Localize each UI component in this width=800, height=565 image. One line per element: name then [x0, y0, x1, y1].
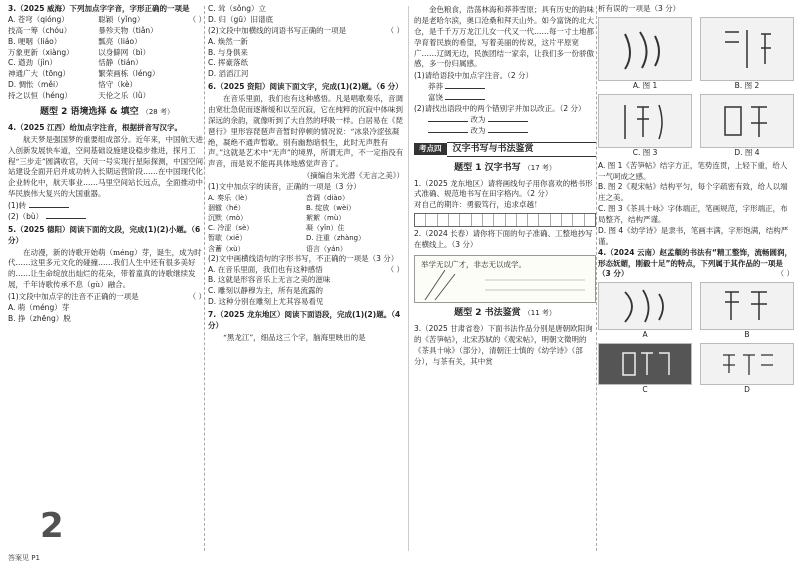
figure-caption: A. 图 1 [632, 80, 658, 90]
option-item: 瓢亮（liáo） [98, 36, 142, 46]
answer-bracket: （ ） [386, 25, 404, 35]
answer-blank[interactable] [445, 88, 485, 89]
options-list [598, 161, 794, 248]
option-item: 神通广大（tōng） [8, 69, 71, 79]
option-item: A. 奏乐（lè） [208, 193, 252, 202]
topic-badge: 考点四 [414, 143, 447, 156]
option-item: D. 惆怅（měi） [8, 80, 63, 90]
section-heading [414, 307, 596, 320]
option-item: C. 遒劲（jìn） [8, 58, 57, 68]
column-2 [208, 4, 404, 551]
figure-2 [700, 17, 794, 92]
option-item: 恪守（kè） [98, 80, 137, 90]
option-label: A [642, 330, 648, 340]
answer-reference: 答案见 P1 [8, 553, 40, 562]
correction-label: 改为 [470, 125, 486, 135]
question-stem: 7.（2025 龙东地区）阅读下面语段，完成(1)(2)题。（4 分） [208, 310, 401, 330]
answer-figure-row [598, 343, 794, 396]
question-stem: 5.（2025 德阳）阅读下面的文段，完成(1)(2)小题。（6 分） [8, 224, 201, 245]
option-item: C. 耸（sǒng）立 [208, 4, 267, 13]
option-item: 万象更新（xiàng） [8, 47, 74, 57]
calligraphy-image [598, 17, 692, 81]
answer-bracket: （ ） [386, 264, 404, 274]
option-item: B. 与身俱来 [208, 47, 248, 57]
option-label: D [744, 385, 750, 395]
option-b: B. 挣（zhēng）脱 [8, 313, 71, 323]
option-item: D. 这种分别在雕刻上尤其容易看见 [208, 297, 324, 307]
section-title: 题型 2 书法鉴赏 [454, 307, 521, 318]
question-stem: 3.（2025 威海）下列加点字字音，字形正确的一项是 [8, 4, 190, 13]
answer-bracket: （ ） [188, 292, 206, 302]
answer-blank[interactable] [46, 218, 86, 219]
option-item: A. 在音乐里面，我们也有这种感悟 [208, 264, 323, 274]
answer-blank[interactable] [428, 132, 468, 133]
section-score: （17 考） [523, 163, 556, 172]
calligraphy-strokes [615, 347, 675, 381]
section-title: 题型 1 汉字书写 [454, 162, 521, 173]
option-item: 暂歇（xiē） [208, 234, 247, 243]
option-item: B. 绽放（wèi） [306, 204, 356, 213]
section-heading [414, 162, 596, 175]
figure-1 [598, 17, 692, 92]
calligraphy-image [700, 343, 794, 385]
calligraphy-image [700, 17, 794, 81]
section-score: （28 考） [141, 107, 174, 116]
calligraphy-strokes [615, 286, 675, 326]
option-item: 天伦之乐（lǜ） [98, 91, 151, 100]
option-item: 以身僻网（bì） [98, 47, 151, 57]
question-3 [8, 4, 206, 102]
column-divider [596, 6, 597, 551]
option-item: C. 冷涩（sè） [208, 224, 254, 233]
answer-figure-c [598, 343, 692, 396]
reading-passage: “黑龙江”，细品这三个字，脑海里映出的是 [223, 332, 366, 342]
sub-question: (1)转 [8, 201, 27, 211]
figure-row [598, 17, 794, 92]
answer-figure-d [700, 343, 794, 396]
figure-row [598, 94, 794, 159]
calligraphy-image [700, 282, 794, 330]
answer-figure-row [598, 282, 794, 341]
tianzige-grid[interactable] [414, 213, 596, 227]
calligraphy-image [700, 94, 794, 148]
option-item: 聪颖（yǐng） [98, 14, 145, 24]
copy-sentence: 对自己的期许：勇毅笃行，追求卓越！ [414, 200, 542, 210]
column-4 [598, 4, 794, 551]
calligraphy-strokes [717, 24, 777, 74]
question-7 [208, 310, 404, 344]
figure-caption: B. 图 2 [734, 80, 760, 90]
reading-passage: 在音乐里面，我们也有这种感悟。凡是唱歌奏乐，音调由宽壮急促而逐渐缓和以至沉寂，它在纯粹的沉寂中体味到深远的余韵，就像听到了大自然的呼吸一样。白居易在《琵琶行》里形容琵琶声音暂时停顿的情况说：“冰泉冷涩弦凝绝，凝绝不通声暂歇。别有幽愁暗恨生，此时无声胜有声。”这就是艺术中“无声”的境界，所谓无声，不一定指没有声音，而是说不能再具体地感觉声音了。 [208, 94, 404, 169]
options-list [208, 193, 404, 254]
question-1 [414, 179, 596, 228]
option-item: 涸辙（hé） [208, 204, 245, 213]
sub-question: (2)请找出语段中的两个错别字并加以改正。（2 分） [414, 103, 586, 113]
question-stem: 析有误的一项是（3 分） [598, 4, 681, 13]
question-4 [8, 123, 206, 223]
question-stem: 2.（2024 长春）请你将下面的句子准确、工整地抄写在横线上。（3 分） [414, 229, 593, 250]
option-item: D. 滔滔江河 [208, 69, 249, 79]
sub-question: (2)文中画横线语句的字形书写，不正确的一项是（3 分） [208, 253, 399, 263]
option-item: 絮絮（mù） [306, 214, 346, 223]
options-list [208, 265, 387, 309]
answer-figure-a [598, 282, 692, 341]
option-item: A. 焕然一新 [208, 36, 248, 46]
sub-question: (1)请给语段中加点字注音。（2 分） [414, 71, 534, 81]
copy-sentence: 举学无以广才，非志无以成学。 [421, 259, 526, 269]
option-item: 繁荣画栋（léng） [98, 69, 160, 79]
option-item: D. 图 4《幼学诗》是隶书，笔画丰满，字形饱满，结构严谨。 [598, 225, 789, 246]
option-item: A. 苍穹（qióng） [8, 14, 69, 24]
stele-rubbing-image [598, 343, 692, 385]
reading-passage: 在动漫，新的诗歌开始萌（méng）芽，诞生，成为时代……这里多元文化的碰撞……我们人生中还有很多美好的……让生命绽放出灿烂的花朵，带着童真的诗歌继续发展，千年诗歌传承不息（gù）融合。 [8, 247, 202, 290]
question-3-calligraphy [414, 324, 596, 368]
passage-source: （摘编自朱光潜《无言之美》） [302, 171, 404, 181]
question-stem: 4.（2025 江西）给加点字注音，根据拼音写汉字。 [8, 122, 183, 132]
question-5-2 [208, 26, 404, 80]
option-item: 恬静（tián） [98, 58, 143, 68]
option-item: D. 归（gū）旧谱底 [208, 14, 274, 24]
target-word: 莽莽 [428, 82, 443, 92]
section-heading [8, 106, 206, 119]
options-list [8, 15, 189, 102]
answer-bracket: （ ） [776, 269, 794, 279]
option-item: D. 注重（zhàng） [306, 234, 366, 243]
option-item: B. 这就是形容音乐上无言之美的滋味 [208, 275, 331, 285]
option-item: A. 图 1《苦笋帖》结字方正，笔势连贯，上轻下重，给人一气呵成之感。 [598, 160, 788, 181]
topic-title: 汉字书写与书法鉴赏 [447, 142, 597, 157]
question-stem: 3.（2025 甘肃省卷）下面书法作品分别是唐朝欧阳询的《苦笋帖》，北宋苏轼的《观宋帖》，明朝文徵明的《茶具十咏》（部分），清朝汪士慎的《幼学诗》（部分），与茶有关，其中赏 [414, 324, 593, 366]
answer-blank[interactable] [488, 121, 528, 122]
option-item: 音调（diào） [306, 193, 349, 202]
calligraphy-strokes [615, 99, 675, 143]
answer-blank[interactable] [29, 207, 69, 208]
calligraphy-strokes [717, 286, 777, 326]
question-2 [414, 229, 596, 303]
answer-blank[interactable] [488, 132, 528, 133]
option-item: 技高一筹（chóu） [8, 25, 72, 35]
answer-blank[interactable] [428, 121, 468, 122]
option-item: B. 哽咽（liáo） [8, 36, 62, 46]
calligraphy-image [598, 94, 692, 148]
sub-question: (1)文段中加点字的注音不正确的一项是 [8, 292, 139, 302]
options-list [208, 37, 404, 81]
reading-passage: 航天梦是强国梦的重要组成部分。近年来，中国航天进入创新发展快车道，空间基础设施建设稳步推进，探月工程“三步走”圆满收官，天问一号实现行星际探测，中国空间站建设全面开启并成功转入长期运营阶段……在中国现代化企业转化中，航天事业……马里空间站长远点，全面推动中华民族伟大复兴的大国重器。 [8, 134, 204, 199]
calligraphy-strokes [615, 24, 675, 74]
target-word: 富饶 [428, 93, 443, 102]
figure-caption: C. 图 3 [632, 147, 658, 157]
center-divider [408, 6, 409, 551]
writing-scroll[interactable] [414, 255, 596, 303]
figure-3 [598, 94, 692, 159]
question-stem: 4.（2024 云南）赵孟頫的书法有“精工整饰，流畅圆润，形态妩媚，刚毅十足”的特点，下列属于其作品的一项是（3 分） [598, 247, 792, 279]
sub-question: (1)文中加点字的读音，正确的一项是（3 分） [208, 182, 361, 191]
question-stem: 1.（2025 龙东地区）请将画线句子用你喜欢的楷书形式准确、规范地书写在田字格内。（2 分） [414, 178, 593, 199]
option-item: C. 挥豪落纸 [208, 58, 249, 68]
reading-passage: 金色粮食，浩荡林海和莽莽雪原；具有历史的韵味的是老哈尔滨，奥口沧桑和拜天山外。如今富饶的北大仓，是千千万万龙江儿女一代又一代……每一寸土地都孕育着民族的希望，写着美丽的传说，这片平原宽广……辽阔无边，民族团结一家亲，让我们多一份骄傲感，多一份归属感。 [414, 5, 594, 69]
question-6 [208, 82, 404, 308]
calligraphy-strokes [717, 99, 777, 143]
page-number: 2 [40, 505, 64, 546]
sub-question: (2)（bù） [8, 211, 44, 221]
figure-caption: D. 图 4 [734, 147, 760, 157]
option-item: 沉默（mò） [208, 214, 248, 223]
column-1 [8, 4, 206, 551]
section-title: 题型 2 语境选择 & 填空 [40, 106, 139, 117]
question-4-zhao [598, 248, 794, 281]
section-score: （11 考） [523, 308, 556, 317]
answer-blank[interactable] [445, 99, 485, 100]
option-label: C [642, 385, 648, 395]
option-item: 持之以恒（héng） [8, 91, 72, 100]
option-label: B [744, 330, 750, 340]
sub-question: (2)文段中加横线的词语书写正确的一项是 [208, 25, 347, 35]
figure-4 [700, 94, 794, 159]
answer-figure-b [700, 282, 794, 341]
option-item: 暴殄天物（tiǎn） [98, 25, 158, 35]
topic-banner [414, 142, 596, 157]
option-item: C. 图 3《茶具十咏》字体端正，笔画规范，字形端正，布局整齐，结构严谨。 [598, 204, 788, 224]
option-item: 语言（yán） [306, 244, 347, 253]
calligraphy-image [598, 282, 692, 330]
option-a: A. 萌（méng）芽 [8, 302, 70, 312]
question-stem: 6.（2025 资阳）阅读下面文字，完成(1)(2)题。（6 分） [208, 82, 403, 92]
options-list [208, 4, 404, 26]
question-5 [8, 225, 206, 325]
column-3 [414, 4, 596, 551]
option-item: 凝（yǐn）住 [306, 224, 345, 233]
option-item: B. 图 2《观宋帖》结构平匀，每个字疏密有致，给人以端庄之美。 [598, 182, 788, 203]
option-item: C. 雕刻以静穆为主，所有是流露的 [208, 286, 324, 296]
calligraphy-strokes [717, 347, 777, 381]
option-item: 含蓄（xù） [208, 244, 245, 253]
correction-label: 改为 [470, 114, 486, 124]
answer-bracket: （ ） [188, 14, 206, 24]
